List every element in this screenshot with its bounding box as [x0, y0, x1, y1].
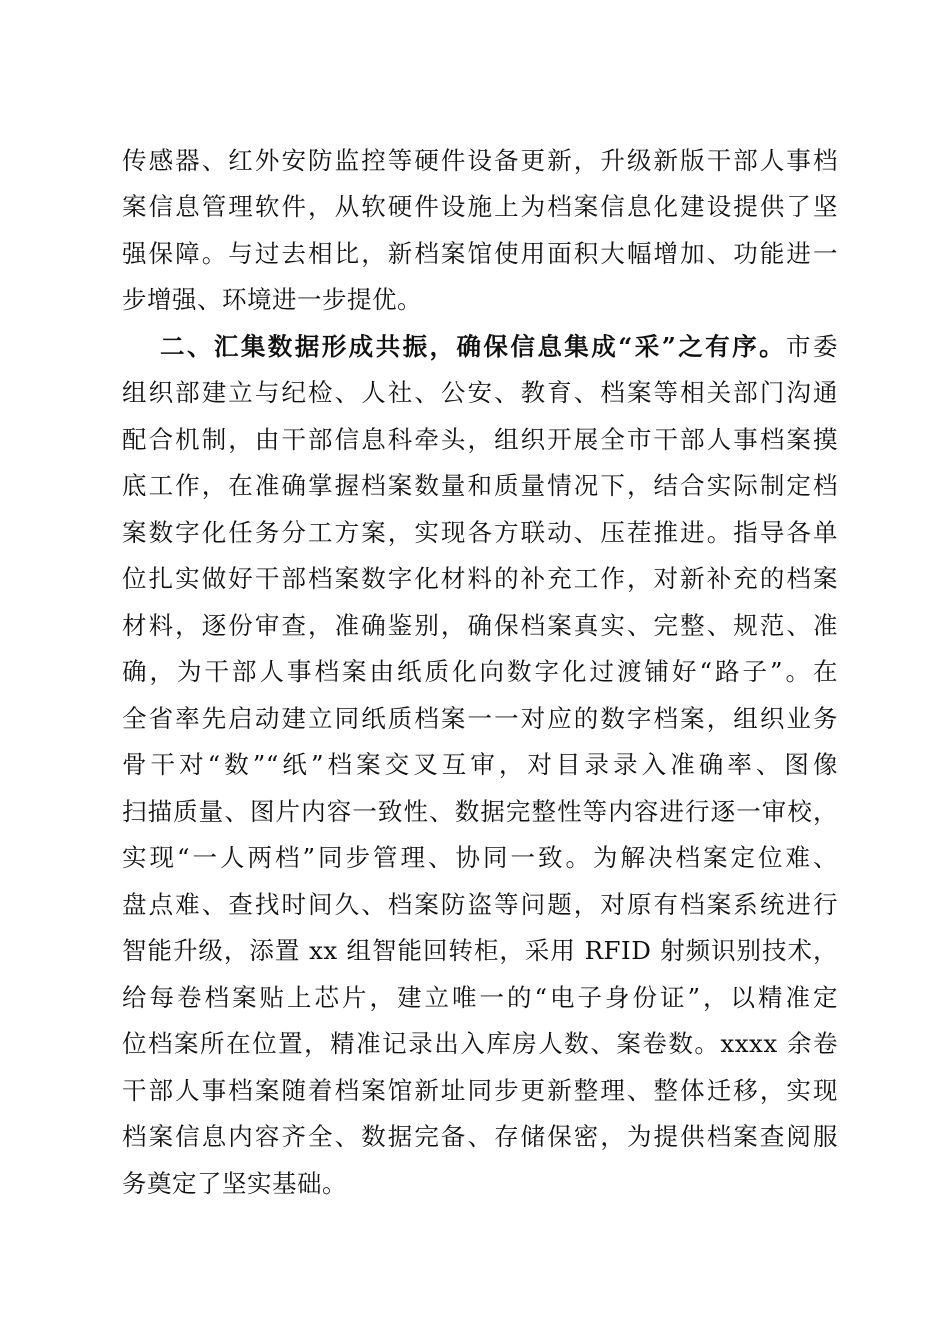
- paragraph-2-line-17: 档案信息内容齐全、数据完备、存储保密，为提供档案查阅服: [122, 1122, 838, 1151]
- paragraph-2-line-18: 务奠定了坚实基础。: [122, 1169, 347, 1198]
- paragraph-2-line-11: 实现“一人两档”同步管理、协同一致。为解决档案定位难、: [122, 843, 838, 872]
- paragraph-2-line-10: 扫描质量、图片内容一致性、数据完整性等内容进行逐一审校，: [122, 797, 838, 826]
- paragraph-2-line-8: 全省率先启动建立同纸质档案一一对应的数字档案，组织业务: [122, 704, 838, 733]
- heading-line-continuation: 市委: [786, 332, 838, 361]
- paragraph-2-line-1: 组织部建立与纪检、人社、公安、教育、档案等相关部门沟通: [122, 378, 838, 407]
- paragraph-2-line-4: 案数字化任务分工方案，实现各方联动、压茬推进。指导各单: [122, 518, 838, 547]
- paragraph-2-line-16: 干部人事档案随着档案馆新址同步更新整理、整体迁移，实现: [122, 1076, 838, 1105]
- paragraph-2-line-7: 确，为干部人事档案由纸质化向数字化过渡铺好“路子”。在: [122, 657, 838, 686]
- paragraph-2-line-2: 配合机制，由干部信息科牵头，组织开展全市干部人事档案摸: [122, 425, 838, 454]
- section-heading: 二、汇集数据形成共振，确保信息集成“采”之有序。: [160, 332, 787, 361]
- paragraph-1-line-1: 传感器、红外安防监控等硬件设备更新，升级新版干部人事档: [122, 146, 838, 175]
- paragraph-1-line-3: 强保障。与过去相比，新档案馆使用面积大幅增加、功能进一: [122, 239, 838, 268]
- paragraph-2-line-6: 材料，逐份审查，准确鉴别，确保档案真实、完整、规范、准: [122, 611, 838, 640]
- paragraph-2-line-15: 位档案所在位置，精准记录出入库房人数、案卷数。xxxx 余卷: [122, 1029, 838, 1058]
- paragraph-1-line-2: 案信息管理软件，从软硬件设施上为档案信息化建设提供了坚: [122, 192, 838, 221]
- paragraph-2-line-12: 盘点难、查找时间久、档案防盗等问题，对原有档案系统进行: [122, 890, 838, 919]
- paragraph-2-line-14: 给每卷档案贴上芯片，建立唯一的“电子身份证”，以精准定: [122, 983, 838, 1012]
- paragraph-2-first-line: [160, 327, 838, 367]
- paragraph-2-line-13: 智能升级，添置 xx 组智能回转柜，采用 RFID 射频识别技术，: [122, 936, 838, 965]
- paragraph-2-line-5: 位扎实做好干部档案数字化材料的补充工作，对新补充的档案: [122, 564, 838, 593]
- paragraph-2-line-9: 骨干对“数”“纸”档案交叉互审，对目录录入准确率、图像: [122, 750, 838, 779]
- paragraph-2-line-3: 底工作，在准确掌握档案数量和质量情况下，结合实际制定档: [122, 471, 838, 500]
- paragraph-1-line-4: 步增强、环境进一步提优。: [122, 285, 422, 314]
